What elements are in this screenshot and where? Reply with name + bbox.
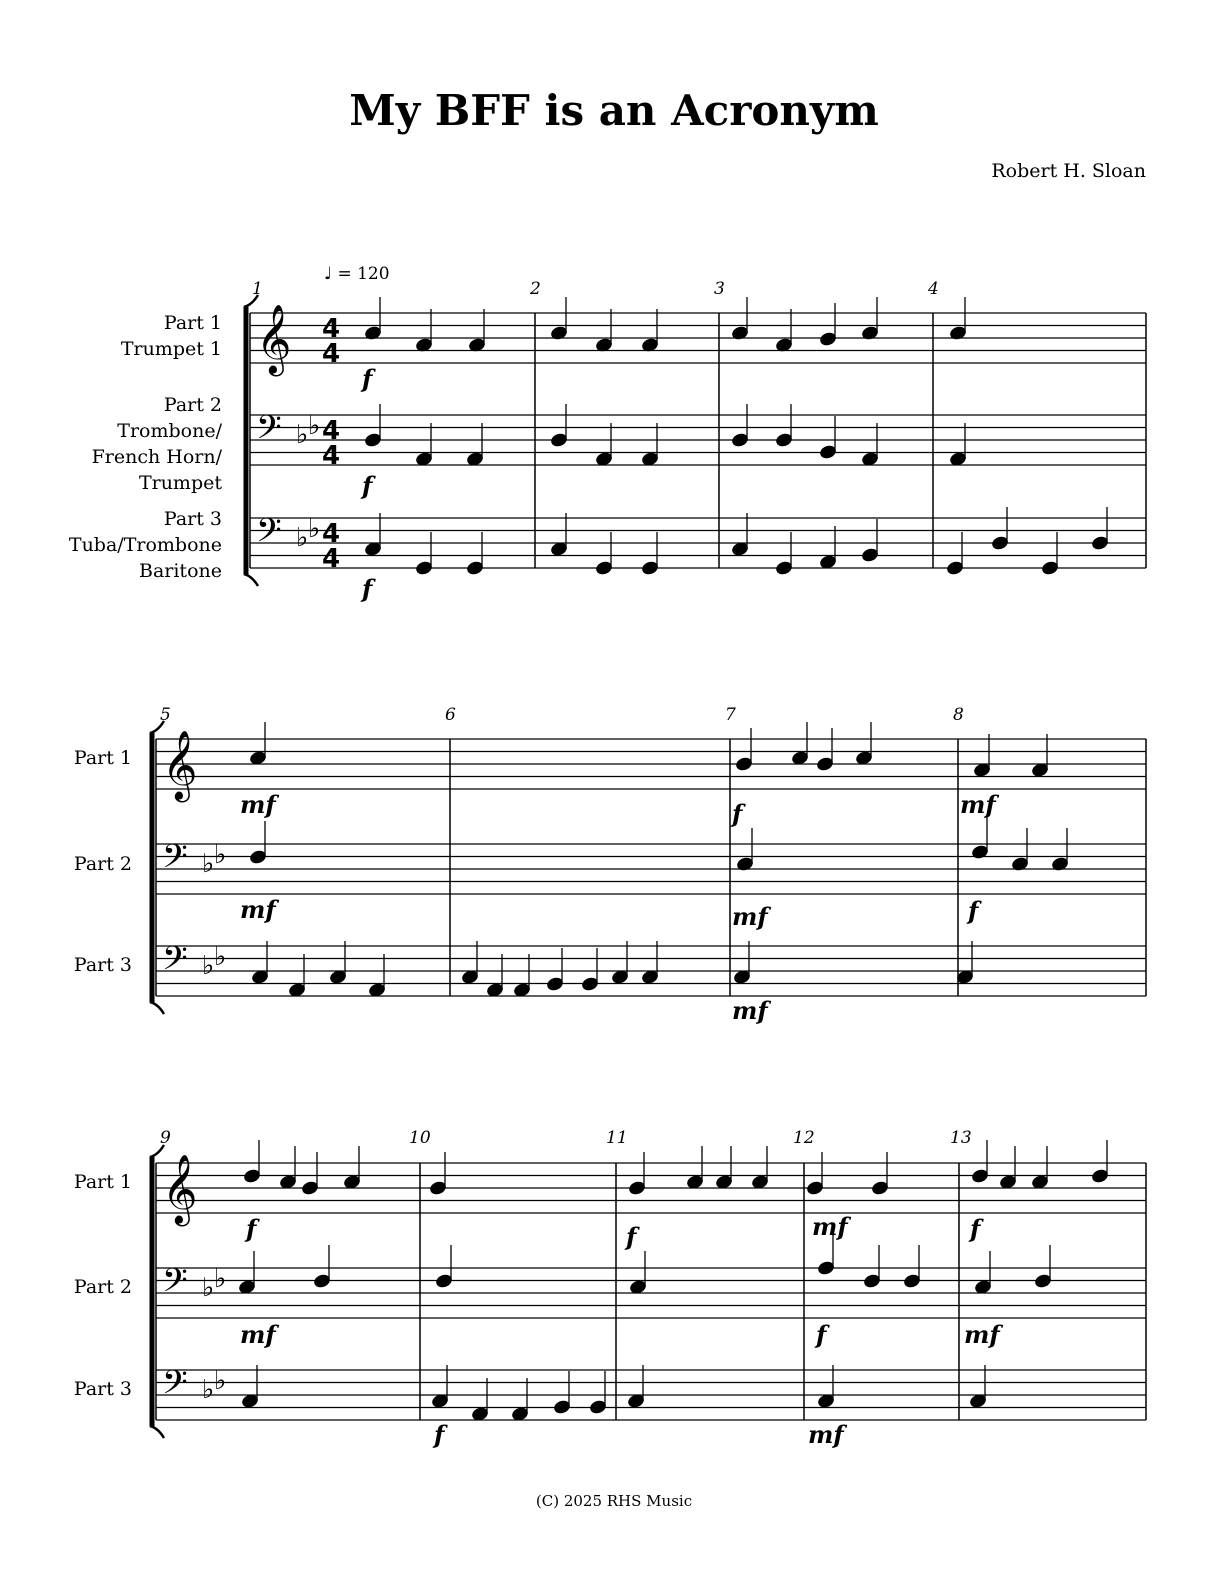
dynamic-marking: mf <box>960 790 996 819</box>
notehead <box>819 331 837 346</box>
composer: Robert H. Sloan <box>991 160 1146 182</box>
part-label: Part 1 Trumpet 1 <box>120 312 222 360</box>
dynamic-marking: f <box>732 799 743 828</box>
bass-clef-icon: 𝄢 <box>256 512 282 558</box>
notehead <box>735 756 753 771</box>
dynamic-marking: f <box>362 574 373 603</box>
treble-clef-icon: 𝄞 <box>162 730 198 800</box>
notehead <box>775 560 793 575</box>
notehead <box>466 560 484 575</box>
dynamic-marking: mf <box>964 1320 1000 1349</box>
flat-icon: ♭ <box>296 420 309 450</box>
part-label: Part 3 <box>73 954 132 976</box>
measure-number: 9 <box>160 1128 171 1148</box>
measure-number: 10 <box>409 1128 431 1148</box>
bass-clef-icon: 𝄢 <box>256 409 282 455</box>
system-bracket <box>244 307 248 574</box>
quarter-note-icon: ♩ <box>324 264 333 284</box>
measure-number: 13 <box>950 1128 972 1148</box>
notehead <box>546 976 564 991</box>
measure-number: 6 <box>445 705 456 725</box>
measure-number: 7 <box>725 705 736 725</box>
system-bracket <box>150 1426 164 1438</box>
notehead <box>435 1273 453 1288</box>
flat-icon: ♭ <box>296 523 309 553</box>
notehead <box>249 849 267 864</box>
dynamic-marking: mf <box>812 1212 848 1241</box>
dynamic-marking: mf <box>732 902 768 931</box>
flat-icon: ♭ <box>214 840 227 870</box>
time-signature: 4 <box>322 416 341 446</box>
notehead <box>313 1273 331 1288</box>
notehead <box>1091 535 1109 550</box>
dynamic-marking: f <box>970 1214 981 1243</box>
time-signature: 4 <box>322 441 341 471</box>
dynamic-marking: mf <box>240 895 276 924</box>
notehead <box>364 432 382 447</box>
flat-icon: ♭ <box>202 1273 215 1303</box>
notehead <box>817 1260 835 1275</box>
treble-clef-icon: 𝄞 <box>162 1154 198 1224</box>
time-signature: 4 <box>322 544 341 574</box>
bass-clef-icon: 𝄢 <box>162 940 188 986</box>
score-title: My BFF is an Acronym <box>349 86 879 135</box>
part-label: Part 2 Trombone/ French Horn/ Trumpet <box>91 394 222 494</box>
dynamic-marking: f <box>362 364 373 393</box>
measure-number: 1 <box>252 279 263 299</box>
part-label: Part 3 Tuba/Trombone Baritone <box>68 508 222 582</box>
notehead <box>946 560 964 575</box>
notehead <box>415 560 433 575</box>
notehead <box>863 1273 881 1288</box>
time-signature: 4 <box>322 314 341 344</box>
notehead <box>903 1273 921 1288</box>
measure-number: 4 <box>928 279 939 299</box>
system-bracket <box>150 1002 164 1014</box>
bass-clef-icon: 𝄢 <box>162 838 188 884</box>
system-bracket <box>150 1157 154 1426</box>
flat-icon: ♭ <box>308 514 321 544</box>
notehead <box>553 1399 571 1414</box>
notehead <box>861 547 879 562</box>
dynamic-marking: f <box>434 1420 445 1449</box>
dynamic-marking: f <box>968 896 979 925</box>
notehead <box>641 560 659 575</box>
notehead <box>1091 1168 1109 1183</box>
notehead <box>589 1399 607 1414</box>
copyright: (C) 2025 RHS Music <box>535 1492 693 1510</box>
measure-number: 2 <box>530 279 541 299</box>
system-bracket <box>150 733 154 1002</box>
notehead <box>301 1180 319 1195</box>
notehead <box>429 1180 447 1195</box>
notehead <box>971 844 989 859</box>
flat-icon: ♭ <box>308 411 321 441</box>
notehead <box>971 1168 989 1183</box>
part-label: Part 1 <box>73 1171 132 1193</box>
dynamic-marking: mf <box>808 1420 844 1449</box>
bass-clef-icon: 𝄢 <box>162 1364 188 1410</box>
notehead <box>775 432 793 447</box>
notehead <box>806 1180 824 1195</box>
dynamic-marking: mf <box>732 996 768 1025</box>
dynamic-marking: f <box>362 471 373 500</box>
measure-number: 3 <box>714 279 725 299</box>
notehead <box>243 1168 261 1183</box>
tempo-value: = 120 <box>337 264 390 284</box>
part-label: Part 2 <box>73 853 132 875</box>
notehead <box>1041 560 1059 575</box>
part-label: Part 2 <box>73 1276 132 1298</box>
measure-number: 8 <box>953 705 964 725</box>
dynamic-marking: mf <box>240 790 276 819</box>
notehead <box>816 756 834 771</box>
dynamic-marking: f <box>816 1320 827 1349</box>
bass-clef-icon: 𝄢 <box>162 1262 188 1308</box>
notehead <box>819 444 837 459</box>
dynamic-marking: f <box>246 1214 257 1243</box>
flat-icon: ♭ <box>214 942 227 972</box>
part-label: Part 1 <box>73 747 132 769</box>
treble-clef-icon: 𝄞 <box>256 304 292 374</box>
measure-number: 5 <box>160 705 171 725</box>
part-label: Part 3 <box>73 1378 132 1400</box>
notehead <box>731 432 749 447</box>
time-signature: 4 <box>322 519 341 549</box>
measure-number: 12 <box>793 1128 815 1148</box>
flat-icon: ♭ <box>214 1264 227 1294</box>
system-bracket <box>244 574 258 586</box>
time-signature: 4 <box>322 339 341 369</box>
notehead <box>550 432 568 447</box>
flat-icon: ♭ <box>202 1375 215 1405</box>
dynamic-marking: f <box>626 1222 637 1251</box>
flat-icon: ♭ <box>214 1366 227 1396</box>
notehead <box>581 976 599 991</box>
notehead <box>991 535 1009 550</box>
flat-icon: ♭ <box>202 849 215 879</box>
flat-icon: ♭ <box>202 951 215 981</box>
notehead <box>595 560 613 575</box>
notehead <box>1034 1273 1052 1288</box>
measure-number: 11 <box>606 1128 628 1148</box>
dynamic-marking: mf <box>240 1320 276 1349</box>
notehead <box>628 1180 646 1195</box>
notehead <box>871 1180 889 1195</box>
